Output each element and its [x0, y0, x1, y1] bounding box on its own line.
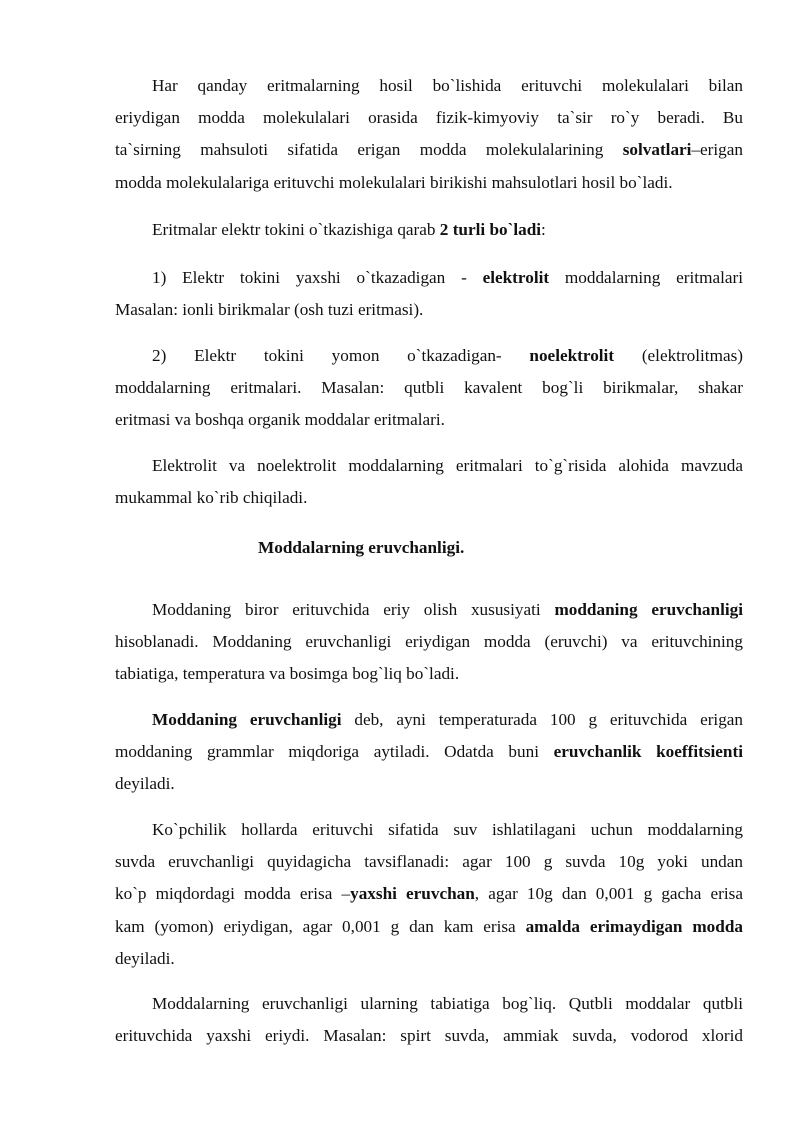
- term-2-turli: 2 turli bo`ladi: [439, 220, 542, 239]
- paragraph-water-solubility: [115, 814, 743, 975]
- text-line: [115, 594, 743, 626]
- paragraph-types: [115, 214, 743, 246]
- text-run: , agar 10g dan 0,001 g gacha erisa: [474, 884, 743, 904]
- paragraph-nonelectrolyte: [115, 340, 743, 437]
- text-line: moddalarning eritmalari. Masalan: qutbli kavalent bog`li birikmalar, shakar: [115, 378, 743, 398]
- text-run: ta`sirning mahsuloti sifatida erigan modda molekulalarining: [115, 140, 623, 160]
- text-line: [115, 704, 743, 736]
- term-yaxshi-eruvchan: yaxshi eruvchan: [350, 884, 475, 904]
- text-run: moddaning grammlar miqdoriga aytiladi. Odatda buni: [115, 742, 554, 762]
- section-heading: Moddalarning eruvchanligi.: [258, 538, 465, 557]
- text-line: [115, 262, 743, 294]
- term-moddaning-eruvchanligi: moddaning eruvchanligi: [554, 600, 744, 619]
- paragraph-note: [115, 450, 743, 514]
- text-run: (elektrolitmas): [614, 346, 743, 365]
- text-line: deyiladi.: [115, 948, 175, 968]
- paragraph-solubility-coefficient: [115, 704, 743, 801]
- text-run: Moddaning biror erituvchida eriy olish xususiyati: [152, 600, 555, 619]
- text-line: [115, 214, 743, 246]
- paragraph-electrolyte: [115, 262, 743, 326]
- text-line: Ko`pchilik hollarda erituvchi sifatida suv ishlatilagani uchun moddalarning: [152, 820, 743, 839]
- text-line: eritmasi va boshqa organik moddalar eritmalari.: [115, 410, 445, 430]
- text-line: [115, 736, 743, 768]
- text-run: ko`p miqdordagi modda erisa –: [115, 884, 351, 904]
- text-line: eriydigan modda molekulalari orasida fizik-kimyoviy ta`sir ro`y beradi. Bu: [115, 108, 743, 128]
- term-solvatlari: solvatlari: [622, 140, 692, 160]
- text-line: Moddalarning eruvchanligi ularning tabiatiga bog`liq. Qutbli moddalar qutbli: [152, 994, 743, 1013]
- text-line: [115, 340, 743, 372]
- term-eruvchanlik-koeffitsienti: eruvchanlik koeffitsienti: [553, 742, 743, 762]
- text-line: [115, 878, 743, 910]
- paragraph-polarity: [115, 988, 743, 1052]
- paragraph-solubility-def: [115, 594, 743, 691]
- text-run: moddalarning eritmalari: [549, 268, 743, 287]
- text-line: Masalan: ionli birikmalar (osh tuzi eritmasi).: [115, 300, 424, 320]
- text-line: hisoblanadi. Moddaning eruvchanligi eriydigan modda (eruvchi) va erituvchining: [115, 632, 743, 652]
- text-run: 2) Elektr tokini yomon o`tkazadigan-: [152, 346, 530, 365]
- text-run: deb, ayni temperaturada 100 g erituvchida erigan: [341, 710, 744, 729]
- text-line: modda molekulalariga erituvchi molekulalari birikishi mahsulotlari hosil bo`ladi.: [115, 172, 673, 192]
- text-run: :: [541, 220, 546, 239]
- text-line: Har qanday eritmalarning hosil bo`lishida erituvchi molekulalari bilan: [152, 76, 743, 95]
- term-noelektrolit: noelektrolit: [529, 346, 615, 365]
- text-line: [115, 911, 743, 943]
- text-line: Elektrolit va noelektrolit moddalarning eritmalari to`g`risida alohida mavzuda: [152, 456, 743, 475]
- paragraph-solvation: [115, 70, 743, 199]
- term-elektrolit: elektrolit: [482, 268, 550, 287]
- text-run: –erigan: [691, 140, 743, 160]
- text-line: erituvchida yaxshi eriydi. Masalan: spirt suvda, ammiak suvda, vodorod xlorid: [115, 1026, 743, 1046]
- text-line: suvda eruvchanligi quyidagicha tavsiflanadi: agar 100 g suvda 10g yoki undan: [115, 852, 743, 872]
- text-line: [115, 134, 743, 166]
- term-moddaning-eruvchanligi: Moddaning eruvchanligi: [152, 710, 342, 729]
- text-run: 1) Elektr tokini yaxshi o`tkazadigan -: [152, 268, 483, 287]
- term-amalda-erimaydigan-modda: amalda erimaydigan modda: [525, 916, 743, 936]
- text-run: kam (yomon) eriydigan, agar 0,001 g dan kam erisa: [115, 916, 526, 936]
- text-line: mukammal ko`rib chiqiladi.: [115, 488, 308, 508]
- text-line: deyiladi.: [115, 774, 175, 794]
- text-run: Eritmalar elektr tokini o`tkazishiga qarab: [152, 220, 440, 239]
- text-line: tabiatiga, temperatura va bosimga bog`liq bo`ladi.: [115, 664, 460, 684]
